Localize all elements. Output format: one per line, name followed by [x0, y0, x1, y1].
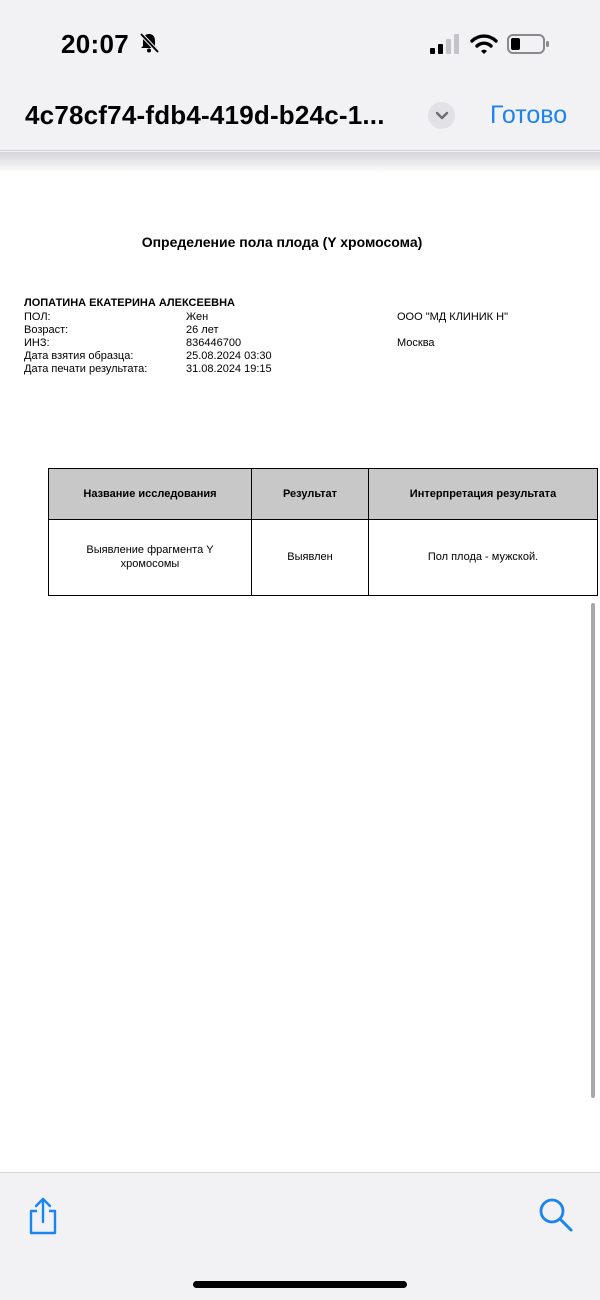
- result-table: [48, 468, 598, 596]
- chevron-down-icon: [435, 111, 449, 121]
- table-header: Результат: [252, 469, 369, 520]
- info-label: ПОЛ:: [24, 311, 51, 323]
- clinic-name: ООО "МД КЛИНИК Н": [397, 311, 508, 323]
- wifi-icon: [470, 33, 498, 55]
- done-button[interactable]: Готово: [490, 101, 568, 129]
- info-value: Жен: [186, 311, 209, 323]
- document-title: 4c78cf74-fdb4-419d-b24c-1...: [25, 100, 385, 130]
- status-time: 20:07: [61, 29, 129, 59]
- search-icon[interactable]: [538, 1197, 574, 1233]
- table-header-row: [49, 469, 598, 520]
- table-header: Название исследования: [49, 469, 252, 520]
- info-label: ИНЗ:: [24, 337, 50, 349]
- title-menu-button[interactable]: [428, 102, 455, 129]
- info-label: Дата печати результата:: [24, 363, 148, 375]
- info-label: Дата взятия образца:: [24, 350, 134, 362]
- info-value: 25.08.2024 03:30: [186, 350, 272, 362]
- info-value: 31.08.2024 19:15: [186, 363, 272, 375]
- info-value: 26 лет: [186, 324, 219, 336]
- nav-separator: [0, 150, 600, 151]
- info-value: 836446700: [186, 337, 242, 349]
- navigation-bar: [0, 90, 600, 152]
- clinic-city: Москва: [397, 337, 435, 349]
- vertical-scrollbar[interactable]: [591, 603, 595, 1098]
- bell-slash-icon: [138, 32, 160, 54]
- cellular-signal-icon: [430, 34, 462, 54]
- home-indicator[interactable]: [193, 1281, 407, 1288]
- status-bar: [0, 0, 600, 90]
- report-title: Определение пола плода (Y хромосома): [141, 234, 423, 250]
- table-cell: Выявление фрагмента Y хромосомы: [49, 520, 252, 596]
- table-header: Интерпретация результата: [369, 469, 598, 520]
- table-cell: Пол плода - мужской.: [369, 520, 598, 596]
- document-page[interactable]: [0, 172, 600, 1172]
- page-shadow: [0, 152, 600, 172]
- patient-name: ЛОПАТИНА ЕКАТЕРИНА АЛЕКСЕЕВНА: [24, 297, 235, 309]
- table-cell: Выявлен: [252, 520, 369, 596]
- table-row: [49, 520, 598, 596]
- share-icon[interactable]: [26, 1195, 60, 1237]
- bottom-toolbar: [0, 1172, 600, 1300]
- battery-icon: [507, 33, 551, 55]
- info-label: Возраст:: [24, 324, 69, 336]
